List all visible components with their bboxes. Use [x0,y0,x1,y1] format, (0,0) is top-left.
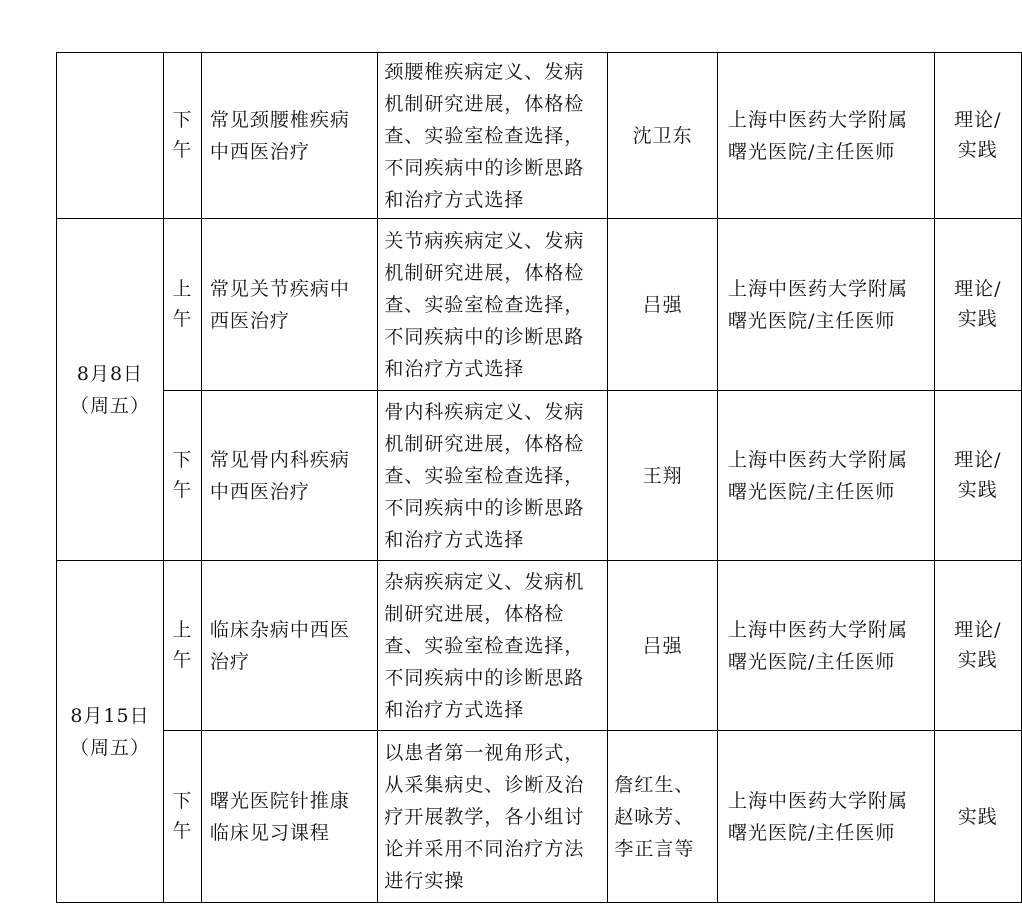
organization-cell: 上海中医药大学附属曙光医院/主任医师 [717,391,934,561]
topic-cell: 常见骨内科疾病中西医治疗 [201,391,377,561]
organization-cell: 上海中医药大学附属曙光医院/主任医师 [717,53,934,219]
table-row [57,219,1022,391]
type-cell: 实践 [934,731,1021,903]
content-cell: 颈腰椎疾病定义、发病机制研究进展，体格检查、实验室检查选择，不同疾病中的诊断思路和治疗方式选择 [378,53,608,219]
table-row [57,731,1022,903]
teacher-cell: 吕强 [608,219,718,391]
date-cell [57,219,164,561]
table-row [57,53,1022,219]
type-cell: 理论/实践 [934,561,1021,731]
type-cell: 理论/实践 [934,391,1021,561]
content-cell: 杂病疾病定义、发病机制研究进展，体格检查、实验室检查选择，不同疾病中的诊断思路和治疗方式选择 [378,561,608,731]
topic-cell: 曙光医院针推康临床见习课程 [201,731,377,903]
teacher-cell: 詹红生、赵咏芳、李正言等 [608,731,718,903]
organization-cell: 上海中医药大学附属曙光医院/主任医师 [717,219,934,391]
teacher-cell: 王翔 [608,391,718,561]
schedule-table [56,52,1022,903]
teacher-cell: 沈卫东 [608,53,718,219]
date-label: 8月15日 [70,704,150,727]
date-label: 8月8日 [76,362,144,385]
content-cell: 骨内科疾病定义、发病机制研究进展，体格检查、实验室检查选择，不同疾病中的诊断思路和治疗方式选择 [378,391,608,561]
session-cell: 下午 [163,53,201,219]
content-cell: 关节病疾病定义、发病机制研究进展，体格检查、实验室检查选择，不同疾病中的诊断思路和治疗方式选择 [378,219,608,391]
session-cell: 上午 [163,561,201,731]
date-cell [57,53,164,219]
organization-cell: 上海中医药大学附属曙光医院/主任医师 [717,731,934,903]
topic-cell: 常见关节疾病中西医治疗 [201,219,377,391]
session-cell: 下午 [163,391,201,561]
organization-cell: 上海中医药大学附属曙光医院/主任医师 [717,561,934,731]
topic-cell: 常见颈腰椎疾病中西医治疗 [201,53,377,219]
session-cell: 上午 [163,219,201,391]
topic-cell: 临床杂病中西医治疗 [201,561,377,731]
type-cell: 理论/实践 [934,219,1021,391]
content-cell: 以患者第一视角形式，从采集病史、诊断及治疗开展教学，各小组讨论并采用不同治疗方法进行实操 [378,731,608,903]
table-row [57,391,1022,561]
weekday-label: （周五） [69,736,150,759]
table-row [57,561,1022,731]
session-cell: 下午 [163,731,201,903]
weekday-label: （周五） [69,394,150,417]
type-cell: 理论/实践 [934,53,1021,219]
date-cell [57,561,164,903]
teacher-cell: 吕强 [608,561,718,731]
